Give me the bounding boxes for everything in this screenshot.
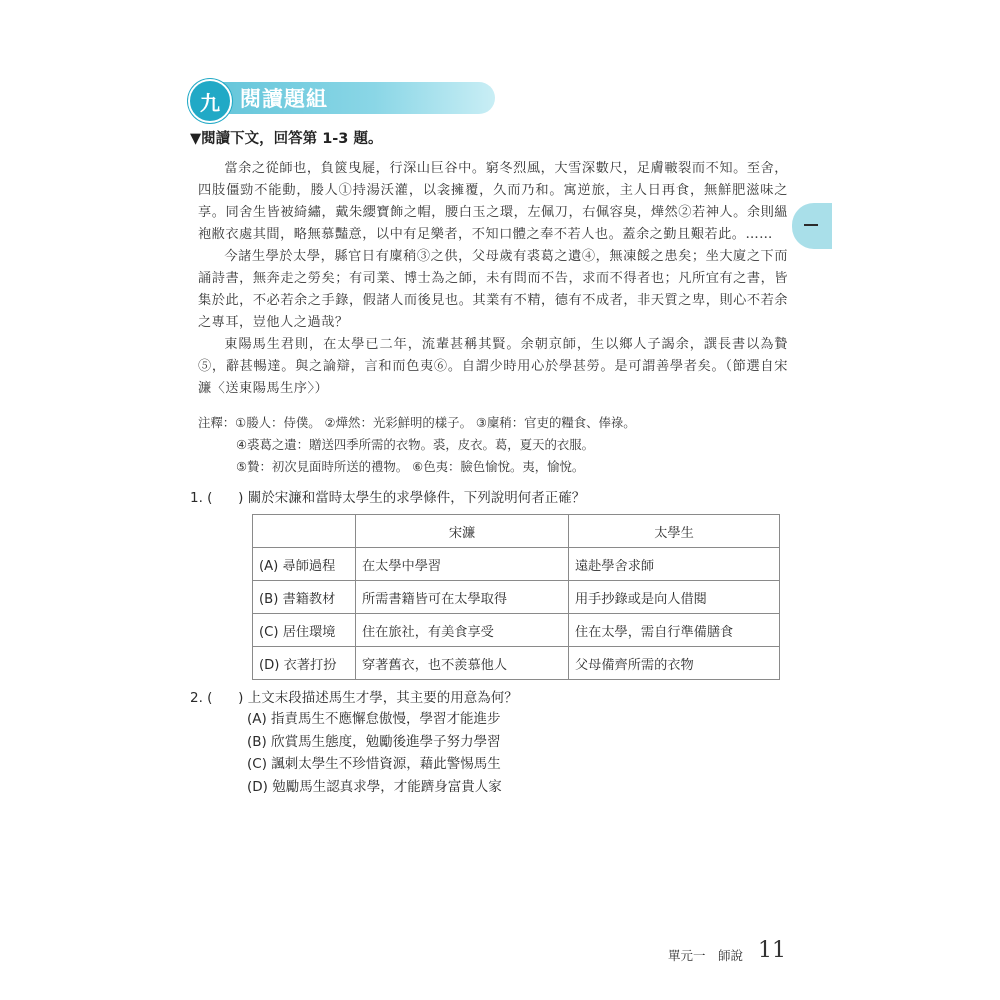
passage-paragraph: 東陽馬生君則，在太學已二年，流輩甚稱其賢。余朝京師，生以鄉人子謁余，譔長書以為贄⑤，辭甚暢達。與之論辯，言和而色夷⑥。自謂少時用心於學甚勞。是可謂善學者矣。（節選自宋濂〈送東陽馬生序〉） <box>198 337 788 396</box>
table-cell: 在太學中學習 <box>356 548 569 581</box>
table-header <box>253 515 356 548</box>
unit-label: 單元一 師說 <box>668 948 744 963</box>
option-b: (B) 欣賞馬生態度，勉勵後進學子努力學習 <box>247 733 501 750</box>
comparison-table <box>252 514 780 680</box>
table-cell: (B) 書籍教材 <box>253 581 356 614</box>
instruction: ▼閱讀下文，回答第 1-3 題。 <box>190 131 383 147</box>
question-text: 上文末段描述馬生才學，其主要的用意為何？ <box>247 690 518 706</box>
table-cell: 遠赴學舍求師 <box>569 548 780 581</box>
section-title: 閱讀題組 <box>240 87 328 111</box>
annotation-line: ⑤贄：初次見面時所送的禮物。 ⑥色夷：臉色愉悅。夷，愉悅。 <box>236 459 585 474</box>
table-cell: 穿著舊衣，也不羨慕他人 <box>356 647 569 680</box>
passage-paragraph: 今諸生學於太學，縣官日有廩稍③之供，父母歲有裘葛之遺④，無凍餒之患矣；坐大廈之下而誦詩書，無奔走之勞矣；有司業、博士為之師，未有問而不告，求而不得者也；凡所宜有之書，皆集於此，不必若余之手錄，假諸人而後見也。其業有不精，德有不成者，非天質之卑，則心不若余之專耳，豈他人之過哉？ <box>198 249 788 330</box>
table-row <box>253 647 780 680</box>
table-cell: 用手抄錄或是向人借閱 <box>569 581 780 614</box>
table-cell: 住在旅社，有美食享受 <box>356 614 569 647</box>
side-tab-mark <box>804 224 818 226</box>
annotation-line: 注釋：①媵人：侍僕。 ②燁然：光彩鮮明的樣子。 ③廩稍：官吏的糧食、俸祿。 <box>198 415 636 430</box>
table-cell: (A) 尋師過程 <box>253 548 356 581</box>
table-cell: (D) 衣著打扮 <box>253 647 356 680</box>
side-tab <box>792 203 832 249</box>
table-row <box>253 581 780 614</box>
table-row <box>253 548 780 581</box>
section-number: 九 <box>188 79 232 123</box>
reading-passage <box>198 158 788 400</box>
option-c: (C) 諷刺太學生不珍惜資源，藉此警惕馬生 <box>247 756 501 772</box>
question-text: 關於宋濂和當時太學生的求學條件，下列說明何者正確？ <box>247 490 586 506</box>
option-d: (D) 勉勵馬生認真求學，才能躋身富貴人家 <box>247 778 502 795</box>
section-banner <box>192 82 495 114</box>
answer-blank[interactable]: 1. ( ) <box>190 490 244 506</box>
option-a: (A) 指責馬生不應懈怠傲慢，學習才能進步 <box>247 711 501 727</box>
table-header: 太學生 <box>569 515 780 548</box>
table-header: 宋濂 <box>356 515 569 548</box>
annotations <box>198 412 788 478</box>
passage-paragraph: 當余之從師也，負篋曳屣，行深山巨谷中。窮冬烈風，大雪深數尺，足膚皸裂而不知。至舍，四肢僵勁不能動，媵人①持湯沃灌，以衾擁覆，久而乃和。寓逆旅，主人日再食，無鮮肥滋味之享。同舍生皆被綺繡，戴朱纓寶飾之帽，腰白玉之環，左佩刀，右佩容臭，燁然②若神人。余則縕袍敝衣處其間，略無慕豔意，以中有足樂者，不知口體之奉不若人也。蓋余之勤且艱若此。…… <box>198 161 788 242</box>
table-cell: 所需書籍皆可在太學取得 <box>356 581 569 614</box>
table-cell: (C) 居住環境 <box>253 614 356 647</box>
question-2-options <box>247 708 502 798</box>
question-1 <box>190 486 585 506</box>
table-row <box>253 614 780 647</box>
table-header-row <box>253 515 780 548</box>
answer-blank[interactable]: 2. ( ) <box>190 690 244 706</box>
table-cell: 父母備齊所需的衣物 <box>569 647 780 680</box>
table-cell: 住在太學，需自行準備膳食 <box>569 614 780 647</box>
question-2 <box>190 686 518 706</box>
page-number: 11 <box>758 938 786 963</box>
annotation-line: ④裘葛之遺：贈送四季所需的衣物。裘，皮衣。葛，夏天的衣服。 <box>236 437 595 452</box>
